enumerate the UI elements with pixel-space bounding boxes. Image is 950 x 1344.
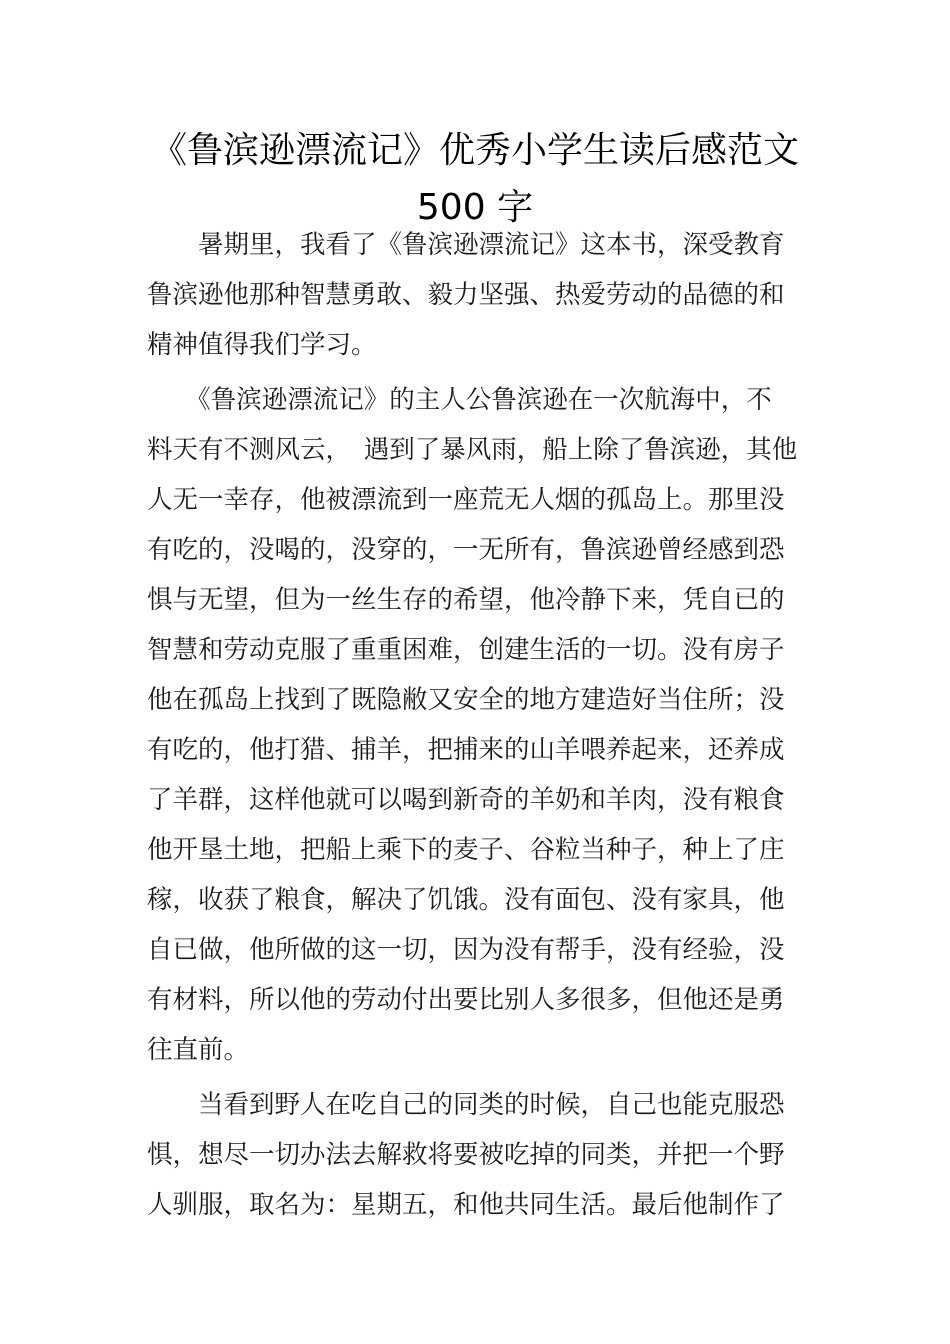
- text-line: 有材料，所以他的劳动付出要比别人多很多，但他还是勇: [147, 985, 785, 1015]
- text-line: 稼，收获了粮食，解决了饥饿。没有面包、没有家具，他: [147, 885, 785, 915]
- paragraph-2: [147, 375, 815, 1075]
- text-line: 《鲁滨逊漂流记》的主人公鲁滨逊在一次航海中，不: [147, 385, 772, 415]
- text-line: 惧，想尽一切办法去解救将要被吃掉的同类，并把一个野: [147, 1140, 785, 1170]
- text-line: 自已做，他所做的这一切，因为没有帮手，没有经验，没: [147, 935, 785, 965]
- text-line: 他在孤岛上找到了既隐敝又安全的地方建造好当住所；没: [147, 685, 785, 715]
- text-line: 智慧和劳动克服了重重困难，创建生活的一切。没有房子: [147, 635, 785, 665]
- text-line: 人驯服，取名为：星期五，和他共同生活。最后他制作了: [147, 1190, 785, 1220]
- text-line: 暑期里，我看了《鲁滨逊漂流记》这本书，深受教育: [147, 230, 785, 260]
- paragraph-1: [147, 220, 815, 370]
- text-line: 鲁滨逊他那种智慧勇敢、毅力坚强、热爱劳动的品德的和: [147, 280, 785, 310]
- text-line: 往直前。: [147, 1035, 250, 1065]
- text-line: 有吃的，没喝的，没穿的，一无所有，鲁滨逊曾经感到恐: [147, 535, 785, 565]
- text-line: 有吃的，他打猎、捕羊，把捕来的山羊喂养起来，还养成: [147, 735, 785, 765]
- text-line: 料天有不测风云， 遇到了暴风雨，船上除了鲁滨逊，其他: [147, 435, 798, 465]
- document-body: [147, 220, 815, 1235]
- text-line: 人无一幸存，他被漂流到一座荒无人烟的孤岛上。那里没: [147, 485, 785, 515]
- text-line: 了羊群，这样他就可以喝到新奇的羊奶和羊肉，没有粮食: [147, 785, 785, 815]
- text-line: 他开垦土地，把船上乘下的麦子、谷粒当种子，种上了庄: [147, 835, 785, 865]
- title-line-1: 《鲁滨逊漂流记》优秀小学生读后感范文: [150, 130, 799, 171]
- document-title: [130, 122, 820, 236]
- paragraph-3: [147, 1080, 815, 1230]
- title-line-2: 500 字: [416, 187, 534, 228]
- text-line: 当看到野人在吃自己的同类的时候，自己也能克服恐: [147, 1090, 785, 1120]
- text-line: 精神值得我们学习。: [147, 330, 377, 360]
- text-line: 惧与无望，但为一丝生存的希望，他冷静下来，凭自已的: [147, 585, 785, 615]
